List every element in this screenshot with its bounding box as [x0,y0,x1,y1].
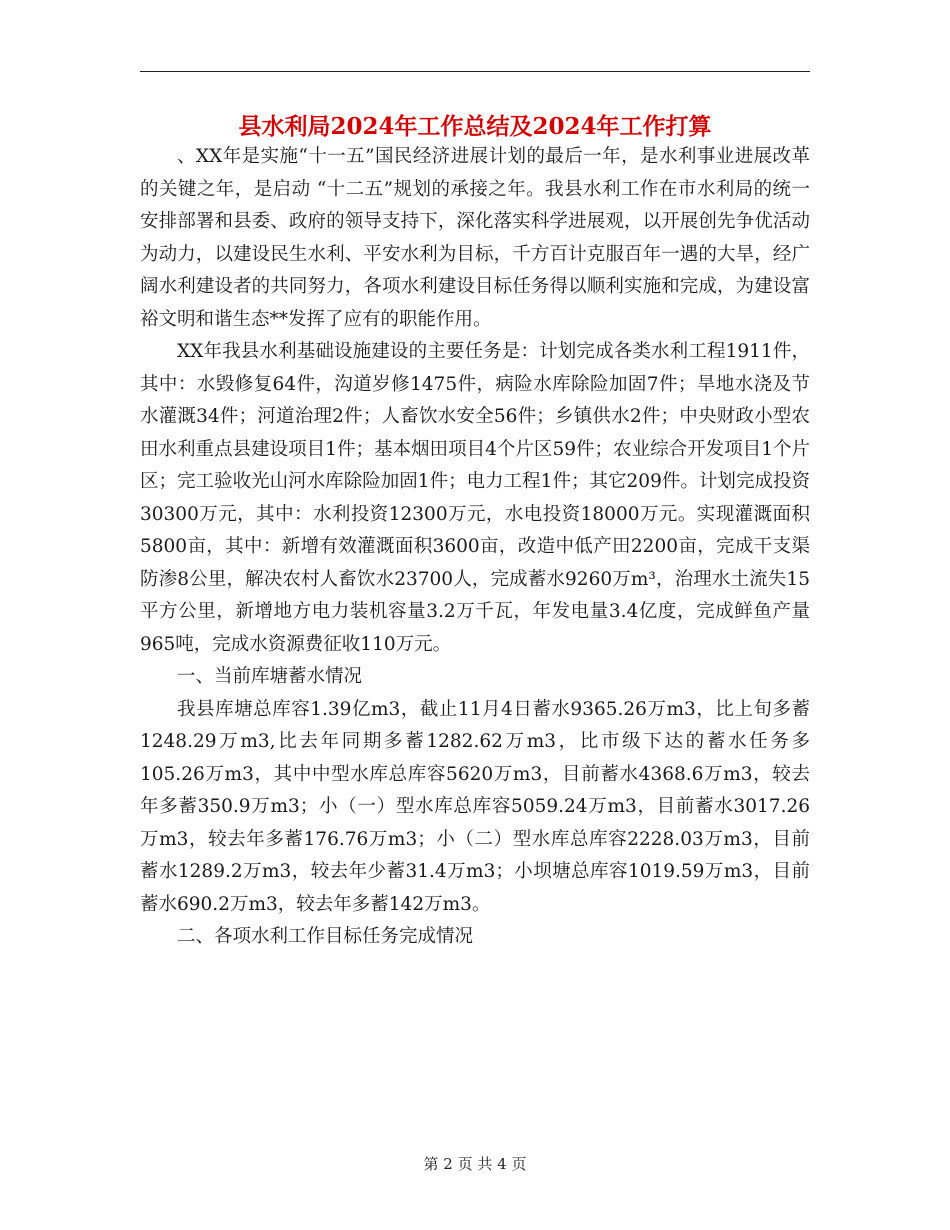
page-title: 县水利局2024年工作总结及2024年工作打算 [238,113,712,140]
page-footer: 第 2 页 共 4 页 [423,1155,527,1173]
section-heading-2: 二、各项水利工作目标任务完成情况 [177,926,474,947]
header-rule [140,71,810,72]
document-body [140,141,810,954]
storage-paragraph: 我县库塘总库容1.39亿m3，截止11月4日蓄水9365.26万m3，比上旬多蓄1248.29万m3,比去年同期多蓄1282.62万m3，比市级下达的蓄水任务多105.26万m3，其中中型水库总库容5620万m3，目前蓄水4368.6万m3，较去年多蓄350.9万m3；小（一）型水库总库容5059.24万m3，目前蓄水3017.26万m3，较去年多蓄176.76万m3；小（二）型水库总库容2228.03万m3，目前蓄水1289.2万m3，较去年少蓄31.4万m3；小坝塘总库容1019.59万m3，目前蓄水690.2万m3，较去年多蓄142万m3。 [140,698,810,915]
intro-paragraph: 、XX年是实施“十一五”国民经济进展计划的最后一年，是水利事业进展改革的关键之年，是启动 “十二五”规划的承接之年。我县水利工作在市水利局的统一安排部署和县委、政府的领导支持下，深化落实科学进展观，以开展创先争优活动为动力，以建设民生水利、平安水利为目标，千方百计克服百年一遇的大旱，经广阔水利建设者的共同努力，各项水利建设目标任务得以顺利实施和完成，为建设富裕文明和谐生态**发挥了应有的职能作用。 [140,146,810,330]
tasks-paragraph: XX年我县水利基础设施建设的主要任务是：计划完成各类水利工程1911件，其中：水毁修复64件，沟道岁修1475件，病险水库除险加固7件；旱地水浇及节水灌溉34件；河道治理2件；人畜饮水安全56件；乡镇供水2件；中央财政小型农田水利重点县建设项目1件；基本烟田项目4个片区59件；农业综合开发项目1个片区；完工验收光山河水库除险加固1件；电力工程1件；其它209件。计划完成投资30300万元，其中：水利投资12300万元，水电投资18000万元。实现灌溉面积5800亩，其中：新增有效灌溉面积3600亩，改造中低产田2200亩，完成干支渠防渗8公里，解决农村人畜饮水23700人，完成蓄水9260万m³，治理水土流失15平方公里，新增地方电力装机容量3.2万千瓦，年发电量3.4亿度，完成鲜鱼产量965吨，完成水资源费征收110万元。 [140,341,810,655]
section-heading-1: 一、当前库塘蓄水情况 [177,666,363,687]
